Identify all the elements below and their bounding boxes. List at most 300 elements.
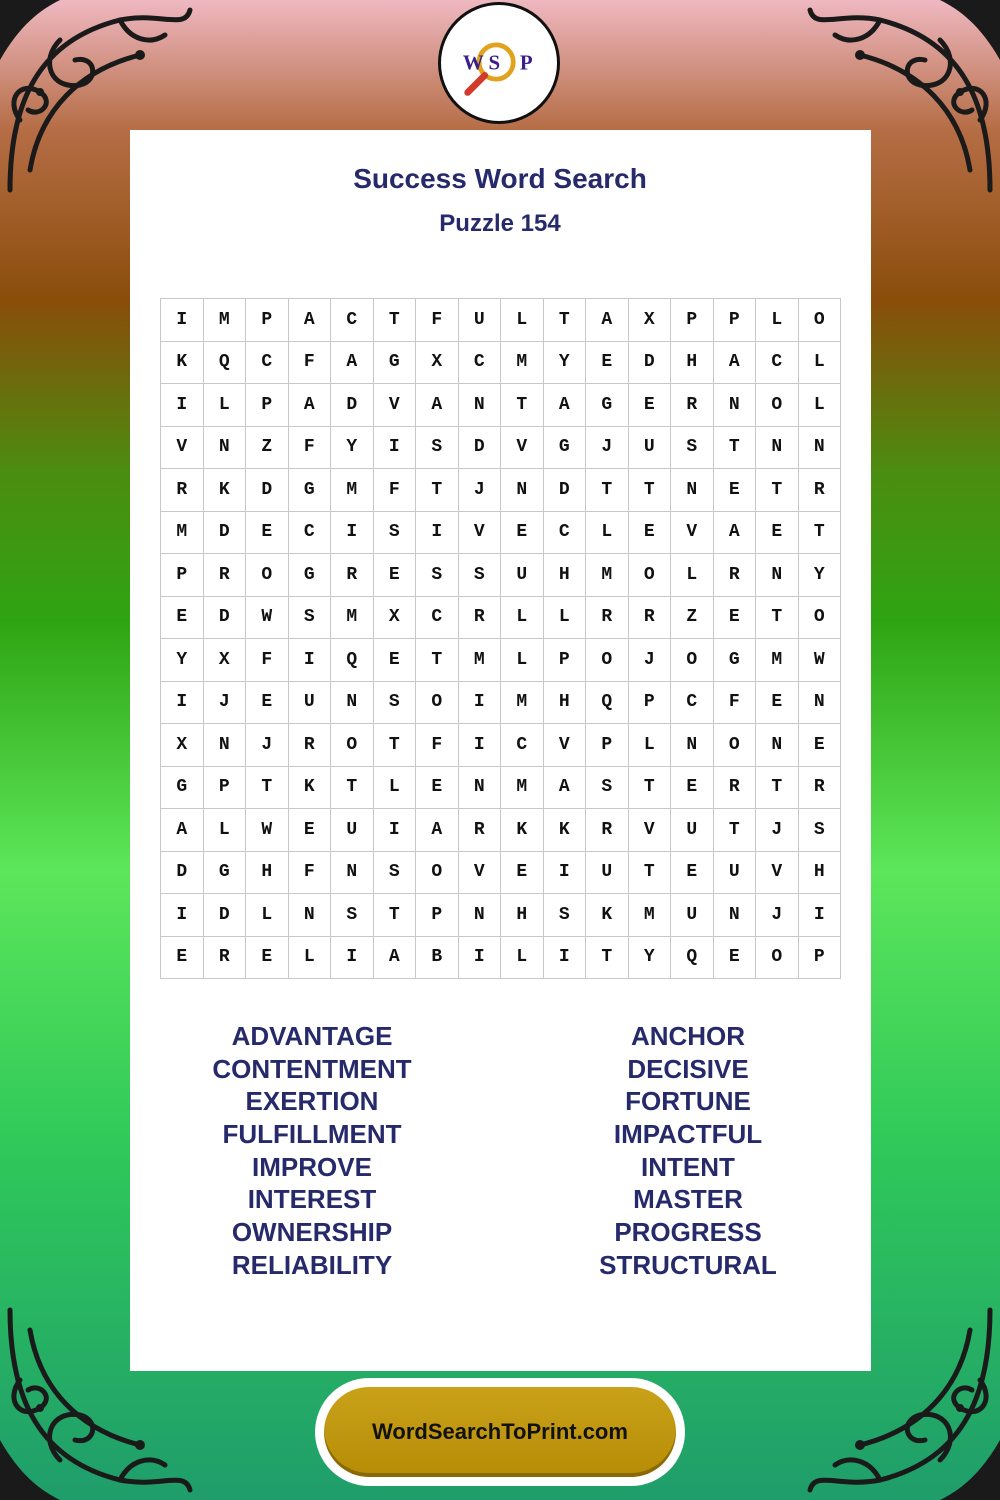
grid-cell[interactable]: T bbox=[373, 299, 416, 342]
grid-cell[interactable]: T bbox=[543, 299, 586, 342]
grid-cell[interactable]: M bbox=[501, 766, 544, 809]
grid-cell[interactable]: L bbox=[501, 299, 544, 342]
grid-row bbox=[161, 469, 841, 512]
grid-cell[interactable]: I bbox=[798, 894, 841, 937]
logo-letter-s: S bbox=[488, 50, 501, 75]
grid-cell[interactable]: E bbox=[373, 639, 416, 682]
grid-cell[interactable]: P bbox=[586, 724, 629, 767]
grid-cell[interactable]: N bbox=[671, 469, 714, 512]
grid-cell[interactable]: E bbox=[628, 511, 671, 554]
grid-cell[interactable]: F bbox=[288, 426, 331, 469]
grid-cell[interactable]: R bbox=[586, 809, 629, 852]
grid-cell[interactable]: C bbox=[458, 341, 501, 384]
grid-cell[interactable]: M bbox=[203, 299, 246, 342]
grid-cell[interactable]: N bbox=[671, 724, 714, 767]
grid-cell[interactable]: A bbox=[331, 341, 374, 384]
grid-cell[interactable]: L bbox=[203, 809, 246, 852]
grid-cell[interactable]: L bbox=[586, 511, 629, 554]
grid-cell[interactable]: E bbox=[246, 681, 289, 724]
grid-cell[interactable]: S bbox=[458, 554, 501, 597]
grid-cell[interactable]: F bbox=[288, 341, 331, 384]
grid-cell[interactable]: R bbox=[288, 724, 331, 767]
grid-cell[interactable]: S bbox=[373, 511, 416, 554]
grid-cell[interactable]: T bbox=[756, 596, 799, 639]
logo-letter-p: P bbox=[519, 50, 533, 75]
grid-cell[interactable]: G bbox=[161, 766, 204, 809]
grid-cell[interactable]: G bbox=[713, 639, 756, 682]
grid-cell[interactable]: T bbox=[713, 809, 756, 852]
grid-cell[interactable]: D bbox=[458, 426, 501, 469]
grid-cell[interactable]: C bbox=[246, 341, 289, 384]
grid-row bbox=[161, 596, 841, 639]
grid-cell[interactable]: N bbox=[331, 851, 374, 894]
grid-cell[interactable]: R bbox=[458, 809, 501, 852]
grid-cell[interactable]: O bbox=[331, 724, 374, 767]
word-list-item: STRUCTURAL bbox=[599, 1249, 777, 1280]
grid-cell[interactable]: X bbox=[373, 596, 416, 639]
grid-cell[interactable]: Q bbox=[203, 341, 246, 384]
grid-cell[interactable]: S bbox=[373, 681, 416, 724]
grid-cell[interactable]: C bbox=[288, 511, 331, 554]
grid-cell[interactable]: G bbox=[288, 469, 331, 512]
grid-cell[interactable]: I bbox=[543, 936, 586, 979]
grid-cell[interactable]: E bbox=[373, 554, 416, 597]
wsp-logo[interactable] bbox=[438, 2, 560, 124]
grid-cell[interactable]: V bbox=[628, 809, 671, 852]
grid-row bbox=[161, 681, 841, 724]
grid-cell[interactable]: J bbox=[756, 809, 799, 852]
grid-row bbox=[161, 426, 841, 469]
grid-cell[interactable]: L bbox=[288, 936, 331, 979]
grid-cell[interactable]: T bbox=[586, 469, 629, 512]
letter-grid bbox=[160, 298, 841, 979]
grid-cell[interactable]: K bbox=[586, 894, 629, 937]
grid-cell[interactable]: I bbox=[458, 724, 501, 767]
grid-cell[interactable]: L bbox=[756, 299, 799, 342]
grid-cell[interactable]: D bbox=[628, 341, 671, 384]
grid-cell[interactable]: U bbox=[671, 894, 714, 937]
grid-cell[interactable]: O bbox=[756, 384, 799, 427]
grid-cell[interactable]: Y bbox=[161, 639, 204, 682]
grid-cell[interactable]: N bbox=[203, 426, 246, 469]
grid-cell[interactable]: A bbox=[416, 384, 459, 427]
grid-cell[interactable]: M bbox=[628, 894, 671, 937]
grid-cell[interactable]: R bbox=[713, 766, 756, 809]
grid-cell[interactable]: T bbox=[628, 469, 671, 512]
word-list-item: ANCHOR bbox=[630, 1021, 746, 1051]
grid-cell[interactable]: E bbox=[288, 809, 331, 852]
grid-cell[interactable]: R bbox=[798, 766, 841, 809]
grid-cell[interactable]: L bbox=[501, 639, 544, 682]
grid-cell[interactable]: M bbox=[586, 554, 629, 597]
grid-cell[interactable]: D bbox=[543, 469, 586, 512]
grid-cell[interactable]: E bbox=[501, 851, 544, 894]
logo-letter-w: W bbox=[462, 50, 484, 75]
grid-cell[interactable]: E bbox=[756, 681, 799, 724]
grid-cell[interactable]: J bbox=[458, 469, 501, 512]
grid-cell[interactable]: X bbox=[161, 724, 204, 767]
grid-cell[interactable]: G bbox=[203, 851, 246, 894]
grid-cell[interactable]: T bbox=[331, 766, 374, 809]
grid-cell[interactable]: N bbox=[798, 681, 841, 724]
grid-cell[interactable]: K bbox=[543, 809, 586, 852]
grid-cell[interactable]: D bbox=[161, 851, 204, 894]
grid-cell[interactable]: N bbox=[458, 384, 501, 427]
grid-cell[interactable]: M bbox=[458, 639, 501, 682]
grid-cell[interactable]: T bbox=[628, 851, 671, 894]
word-list-item: RELIABILITY bbox=[231, 1249, 393, 1280]
grid-cell[interactable]: N bbox=[501, 469, 544, 512]
grid-cell[interactable]: C bbox=[543, 511, 586, 554]
grid-cell[interactable]: A bbox=[288, 384, 331, 427]
grid-cell[interactable]: M bbox=[501, 681, 544, 724]
grid-cell[interactable]: O bbox=[628, 554, 671, 597]
grid-cell[interactable]: O bbox=[713, 724, 756, 767]
grid-cell[interactable]: R bbox=[798, 469, 841, 512]
grid-cell[interactable]: A bbox=[288, 299, 331, 342]
grid-cell[interactable]: M bbox=[756, 639, 799, 682]
grid-cell[interactable]: N bbox=[756, 554, 799, 597]
grid-cell[interactable]: N bbox=[203, 724, 246, 767]
grid-row bbox=[161, 766, 841, 809]
grid-cell[interactable]: K bbox=[203, 469, 246, 512]
grid-cell[interactable]: F bbox=[416, 299, 459, 342]
word-list-right bbox=[488, 1020, 888, 1282]
grid-cell[interactable]: K bbox=[161, 341, 204, 384]
grid-cell[interactable]: G bbox=[586, 384, 629, 427]
grid-cell[interactable]: A bbox=[713, 341, 756, 384]
grid-cell[interactable]: O bbox=[246, 554, 289, 597]
grid-row bbox=[161, 341, 841, 384]
grid-cell[interactable]: I bbox=[331, 936, 374, 979]
grid-cell[interactable]: V bbox=[458, 511, 501, 554]
grid-cell[interactable]: S bbox=[543, 894, 586, 937]
grid-cell[interactable]: P bbox=[203, 766, 246, 809]
grid-cell[interactable]: A bbox=[543, 384, 586, 427]
grid-cell[interactable]: O bbox=[798, 299, 841, 342]
grid-cell[interactable]: L bbox=[628, 724, 671, 767]
grid-cell[interactable]: U bbox=[628, 426, 671, 469]
grid-cell[interactable]: S bbox=[798, 809, 841, 852]
grid-row bbox=[161, 299, 841, 342]
grid-cell[interactable]: O bbox=[798, 596, 841, 639]
grid-row bbox=[161, 809, 841, 852]
grid-cell[interactable]: E bbox=[713, 469, 756, 512]
grid-cell[interactable]: Q bbox=[671, 936, 714, 979]
grid-row bbox=[161, 511, 841, 554]
word-list-item: EXERTION bbox=[245, 1086, 379, 1117]
grid-cell[interactable]: U bbox=[586, 851, 629, 894]
grid-cell[interactable]: D bbox=[246, 469, 289, 512]
grid-cell[interactable]: L bbox=[543, 596, 586, 639]
grid-cell[interactable]: H bbox=[543, 681, 586, 724]
grid-cell[interactable]: H bbox=[798, 851, 841, 894]
grid-cell[interactable]: S bbox=[416, 554, 459, 597]
grid-cell[interactable]: I bbox=[161, 384, 204, 427]
grid-cell[interactable]: P bbox=[671, 299, 714, 342]
grid-cell[interactable]: T bbox=[373, 894, 416, 937]
grid-cell[interactable]: F bbox=[288, 851, 331, 894]
grid-cell[interactable]: D bbox=[331, 384, 374, 427]
grid-cell[interactable]: E bbox=[501, 511, 544, 554]
grid-cell[interactable]: P bbox=[798, 936, 841, 979]
grid-cell[interactable]: P bbox=[161, 554, 204, 597]
grid-cell[interactable]: L bbox=[501, 936, 544, 979]
grid-cell[interactable]: M bbox=[501, 341, 544, 384]
grid-cell[interactable]: F bbox=[246, 639, 289, 682]
grid-cell[interactable]: A bbox=[713, 511, 756, 554]
grid-cell[interactable]: I bbox=[161, 681, 204, 724]
grid-cell[interactable]: C bbox=[416, 596, 459, 639]
grid-cell[interactable]: V bbox=[161, 426, 204, 469]
grid-cell[interactable]: B bbox=[416, 936, 459, 979]
grid-cell[interactable]: L bbox=[501, 596, 544, 639]
grid-cell[interactable]: Y bbox=[628, 936, 671, 979]
grid-cell[interactable]: N bbox=[288, 894, 331, 937]
grid-cell[interactable]: Z bbox=[671, 596, 714, 639]
word-list-item: CONTENTMENT bbox=[212, 1053, 412, 1084]
grid-cell[interactable]: Z bbox=[246, 426, 289, 469]
grid-cell[interactable]: V bbox=[543, 724, 586, 767]
grid-cell[interactable]: C bbox=[756, 341, 799, 384]
grid-cell[interactable]: P bbox=[246, 384, 289, 427]
grid-cell[interactable]: G bbox=[543, 426, 586, 469]
grid-cell[interactable]: O bbox=[416, 851, 459, 894]
grid-cell[interactable]: M bbox=[161, 511, 204, 554]
grid-cell[interactable]: I bbox=[458, 936, 501, 979]
grid-cell[interactable]: H bbox=[543, 554, 586, 597]
grid-cell[interactable]: T bbox=[756, 469, 799, 512]
grid-cell[interactable]: F bbox=[373, 469, 416, 512]
grid-cell[interactable]: P bbox=[713, 299, 756, 342]
grid-cell[interactable]: H bbox=[246, 851, 289, 894]
grid-row bbox=[161, 724, 841, 767]
word-list-item: INTENT bbox=[641, 1151, 735, 1182]
grid-cell[interactable]: N bbox=[713, 894, 756, 937]
grid-cell[interactable]: Y bbox=[331, 426, 374, 469]
grid-cell[interactable]: R bbox=[331, 554, 374, 597]
grid-cell[interactable]: U bbox=[713, 851, 756, 894]
magnifier-icon bbox=[441, 5, 557, 121]
grid-cell[interactable]: A bbox=[373, 936, 416, 979]
word-list-item: DECISIVE bbox=[627, 1053, 749, 1084]
grid-cell[interactable]: E bbox=[798, 724, 841, 767]
grid-cell[interactable]: U bbox=[671, 809, 714, 852]
grid-cell[interactable]: P bbox=[543, 639, 586, 682]
grid-cell[interactable]: R bbox=[628, 596, 671, 639]
grid-cell[interactable]: D bbox=[203, 894, 246, 937]
grid-cell[interactable]: U bbox=[501, 554, 544, 597]
grid-cell[interactable]: V bbox=[458, 851, 501, 894]
grid-cell[interactable]: A bbox=[586, 299, 629, 342]
grid-cell[interactable]: X bbox=[416, 341, 459, 384]
grid-cell[interactable]: U bbox=[331, 809, 374, 852]
grid-cell[interactable]: E bbox=[628, 384, 671, 427]
grid-cell[interactable]: I bbox=[161, 894, 204, 937]
grid-cell[interactable]: L bbox=[798, 384, 841, 427]
grid-cell[interactable]: L bbox=[798, 341, 841, 384]
grid-cell[interactable]: R bbox=[161, 469, 204, 512]
grid-cell[interactable]: R bbox=[671, 384, 714, 427]
grid-cell[interactable]: O bbox=[756, 936, 799, 979]
grid-cell[interactable]: I bbox=[373, 426, 416, 469]
grid-cell[interactable]: S bbox=[671, 426, 714, 469]
grid-cell[interactable]: V bbox=[373, 384, 416, 427]
grid-cell[interactable]: Q bbox=[586, 681, 629, 724]
grid-cell[interactable]: K bbox=[288, 766, 331, 809]
grid-cell[interactable]: O bbox=[416, 681, 459, 724]
grid-cell[interactable]: L bbox=[246, 894, 289, 937]
word-list-item: FORTUNE bbox=[625, 1086, 751, 1117]
website-label: WordSearchToPrint.com bbox=[324, 1387, 676, 1477]
grid-cell[interactable]: C bbox=[501, 724, 544, 767]
grid-cell[interactable]: N bbox=[458, 894, 501, 937]
grid-cell[interactable]: V bbox=[501, 426, 544, 469]
grid-cell[interactable]: M bbox=[331, 469, 374, 512]
grid-cell[interactable]: I bbox=[161, 299, 204, 342]
grid-cell[interactable]: T bbox=[586, 936, 629, 979]
grid-cell[interactable]: S bbox=[586, 766, 629, 809]
grid-cell[interactable]: S bbox=[288, 596, 331, 639]
word-list-item: IMPACTFUL bbox=[613, 1119, 763, 1150]
grid-cell[interactable]: S bbox=[373, 851, 416, 894]
grid-row bbox=[161, 894, 841, 937]
grid-cell[interactable]: E bbox=[246, 511, 289, 554]
grid-cell[interactable]: R bbox=[203, 936, 246, 979]
grid-cell[interactable]: N bbox=[331, 681, 374, 724]
grid-cell[interactable]: R bbox=[203, 554, 246, 597]
grid-cell[interactable]: J bbox=[246, 724, 289, 767]
word-list-left bbox=[112, 1020, 512, 1282]
grid-cell[interactable]: R bbox=[586, 596, 629, 639]
grid-cell[interactable]: S bbox=[331, 894, 374, 937]
grid-cell[interactable]: E bbox=[671, 851, 714, 894]
grid-cell[interactable]: J bbox=[756, 894, 799, 937]
grid-cell[interactable]: Q bbox=[331, 639, 374, 682]
grid-cell[interactable]: N bbox=[756, 426, 799, 469]
grid-cell[interactable]: U bbox=[288, 681, 331, 724]
grid-cell[interactable]: A bbox=[543, 766, 586, 809]
grid-cell[interactable]: I bbox=[373, 809, 416, 852]
grid-cell[interactable]: L bbox=[373, 766, 416, 809]
word-list-item: OWNERSHIP bbox=[231, 1217, 393, 1248]
grid-cell[interactable]: P bbox=[628, 681, 671, 724]
grid-cell[interactable]: R bbox=[713, 554, 756, 597]
grid-cell[interactable]: I bbox=[331, 511, 374, 554]
grid-cell[interactable]: E bbox=[713, 936, 756, 979]
grid-cell[interactable]: Y bbox=[543, 341, 586, 384]
grid-cell[interactable]: E bbox=[246, 936, 289, 979]
grid-cell[interactable]: T bbox=[628, 766, 671, 809]
grid-cell[interactable]: J bbox=[628, 639, 671, 682]
grid-cell[interactable]: G bbox=[288, 554, 331, 597]
grid-row bbox=[161, 936, 841, 979]
grid-cell[interactable]: S bbox=[416, 426, 459, 469]
grid-row bbox=[161, 851, 841, 894]
grid-row bbox=[161, 554, 841, 597]
grid-cell[interactable]: E bbox=[416, 766, 459, 809]
grid-cell[interactable]: C bbox=[331, 299, 374, 342]
grid-cell[interactable]: I bbox=[458, 681, 501, 724]
grid-cell[interactable]: I bbox=[416, 511, 459, 554]
word-list-item: PROGRESS bbox=[614, 1217, 762, 1248]
puzzle-number: Puzzle 154 bbox=[439, 210, 561, 237]
grid-cell[interactable]: T bbox=[798, 511, 841, 554]
grid-cell[interactable]: K bbox=[501, 809, 544, 852]
grid-cell[interactable]: U bbox=[458, 299, 501, 342]
grid-cell[interactable]: J bbox=[203, 681, 246, 724]
grid-cell[interactable]: W bbox=[798, 639, 841, 682]
grid-cell[interactable]: E bbox=[671, 766, 714, 809]
word-list-item: INTEREST bbox=[247, 1184, 377, 1215]
grid-cell[interactable]: V bbox=[756, 851, 799, 894]
grid-row bbox=[161, 639, 841, 682]
grid-cell[interactable]: T bbox=[373, 724, 416, 767]
grid-cell[interactable]: E bbox=[756, 511, 799, 554]
word-list-item: FULFILLMENT bbox=[222, 1119, 402, 1150]
grid-cell[interactable]: F bbox=[713, 681, 756, 724]
word-list-item: ADVANTAGE bbox=[231, 1021, 393, 1051]
grid-cell[interactable]: O bbox=[671, 639, 714, 682]
grid-cell[interactable]: A bbox=[416, 809, 459, 852]
grid-cell[interactable]: H bbox=[671, 341, 714, 384]
grid-cell[interactable]: M bbox=[331, 596, 374, 639]
grid-cell[interactable]: X bbox=[628, 299, 671, 342]
grid-cell[interactable]: P bbox=[246, 299, 289, 342]
grid-cell[interactable]: W bbox=[246, 596, 289, 639]
grid-cell[interactable]: E bbox=[713, 596, 756, 639]
grid-cell[interactable]: T bbox=[713, 426, 756, 469]
grid-cell[interactable]: X bbox=[203, 639, 246, 682]
grid-cell[interactable]: T bbox=[246, 766, 289, 809]
grid-cell[interactable]: W bbox=[246, 809, 289, 852]
grid-cell[interactable]: E bbox=[161, 936, 204, 979]
grid-cell[interactable]: P bbox=[416, 894, 459, 937]
grid-cell[interactable]: G bbox=[373, 341, 416, 384]
grid-cell[interactable]: Y bbox=[798, 554, 841, 597]
word-list-item: IMPROVE bbox=[252, 1151, 372, 1182]
grid-cell[interactable]: H bbox=[501, 894, 544, 937]
grid-cell[interactable]: J bbox=[586, 426, 629, 469]
grid-cell[interactable]: L bbox=[671, 554, 714, 597]
grid-cell[interactable]: A bbox=[161, 809, 204, 852]
grid-cell[interactable]: N bbox=[713, 384, 756, 427]
website-button[interactable] bbox=[315, 1378, 685, 1486]
grid-cell[interactable]: L bbox=[203, 384, 246, 427]
word-list-item: MASTER bbox=[633, 1184, 743, 1215]
grid-cell[interactable]: T bbox=[416, 639, 459, 682]
grid-cell[interactable]: C bbox=[671, 681, 714, 724]
grid-cell[interactable]: T bbox=[501, 384, 544, 427]
grid-cell[interactable]: O bbox=[586, 639, 629, 682]
page-title: Success Word Search bbox=[353, 163, 647, 194]
grid-cell[interactable]: I bbox=[543, 851, 586, 894]
grid-cell[interactable]: N bbox=[458, 766, 501, 809]
grid-cell[interactable]: V bbox=[671, 511, 714, 554]
grid-cell[interactable]: D bbox=[203, 511, 246, 554]
grid-cell[interactable]: T bbox=[756, 766, 799, 809]
grid-cell[interactable]: R bbox=[458, 596, 501, 639]
grid-cell[interactable]: T bbox=[416, 469, 459, 512]
grid-cell[interactable]: N bbox=[798, 426, 841, 469]
grid-cell[interactable]: I bbox=[288, 639, 331, 682]
grid-cell[interactable]: F bbox=[416, 724, 459, 767]
grid-cell[interactable]: E bbox=[586, 341, 629, 384]
grid-row bbox=[161, 384, 841, 427]
grid-cell[interactable]: E bbox=[161, 596, 204, 639]
grid-cell[interactable]: D bbox=[203, 596, 246, 639]
grid-cell[interactable]: N bbox=[756, 724, 799, 767]
